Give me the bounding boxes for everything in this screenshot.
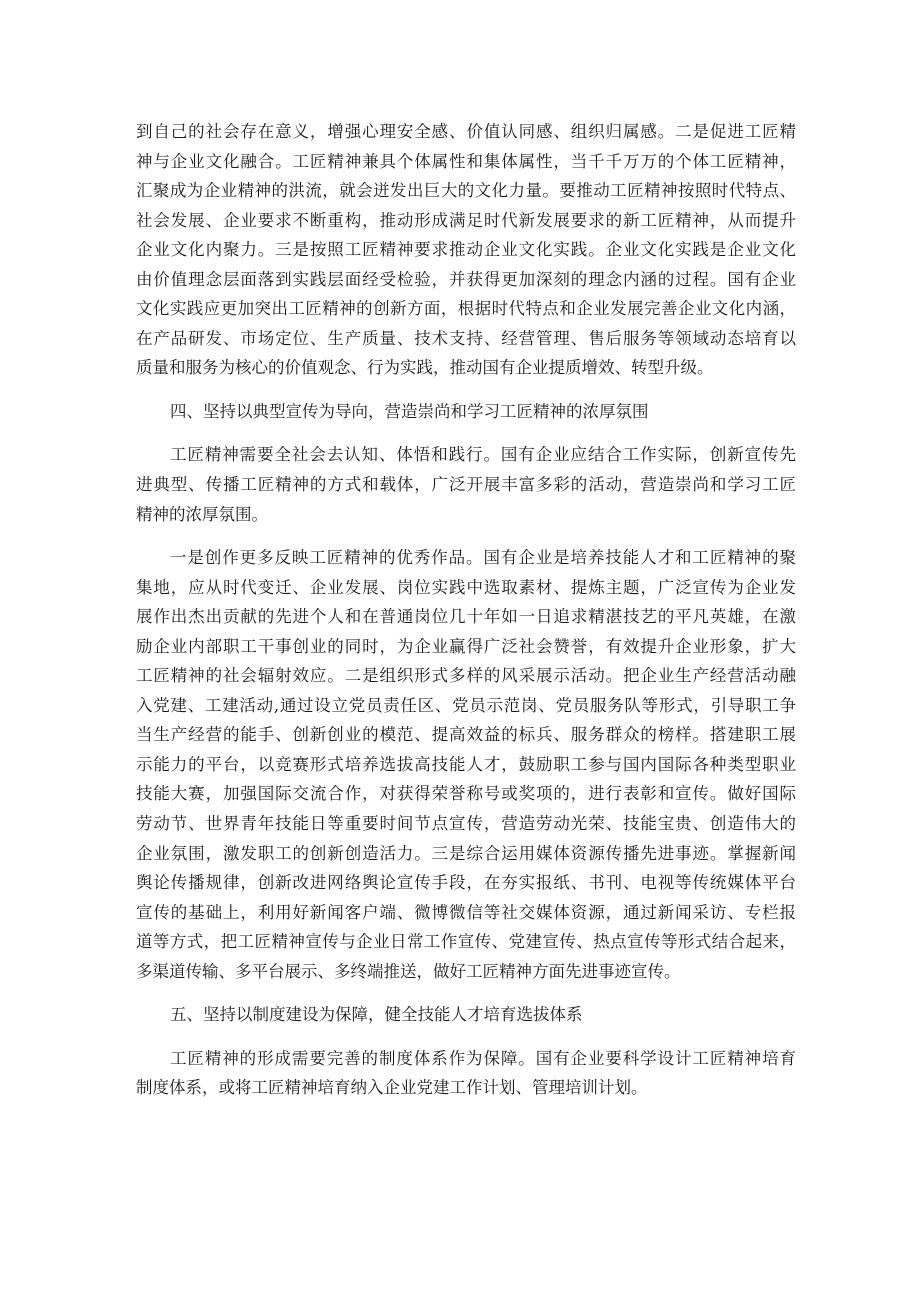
paragraph-gap [136,426,796,440]
paragraph-body-4 [136,543,796,986]
text-line: 励企业内部职工干事创业的同时，为企业赢得广泛社会赞誉，有效提升企业形象，扩大 [136,636,796,656]
text-line: 由价值理念层面落到实践层面经受检验，并获得更加深刻的理念内涵的过程。国有企业 [136,269,796,289]
text-line: 劳动节、世界青年技能日等重要时间节点宣传，营造劳动光荣、技能宝贵、创造伟大的 [136,814,796,834]
document-body [136,117,796,1103]
text-line: 质量和服务为核心的价值观念、行为实践，推动国有企业提质增效、转型升级。 [136,358,714,378]
text-line: 精神的浓厚氛围。 [136,504,268,524]
heading-line: 四、坚持以典型宣传为导向，营造崇尚和学习工匠精神的浓厚氛围 [170,401,649,421]
text-line: 宣传的基础上，利用好新闻客户端、微博微信等社交媒体资源，通过新闻采访、专栏报 [136,902,796,922]
paragraph-gap [136,383,796,397]
text-line: 当生产经营的能手、创新创业的模范、提高效益的标兵、服务群众的榜样。搭建职工展 [136,725,796,745]
text-line: 社会发展、企业要求不断重构，推动形成满足时代新发展要求的新工匠精神，从而提升 [136,210,796,230]
text-line: 到自己的社会存在意义，增强心理安全感、价值认同感、组织归属感。二是促进工匠精 [136,122,796,141]
text-line: 制度体系，或将工匠精神培育纳入企业党建工作计划、管理培训计划。 [136,1078,648,1098]
text-line: 企业文化内聚力。三是按照工匠精神要求推动企业文化实践。企业文化实践是企业文化 [136,240,796,260]
text-line: 多渠道传输、多平台展示、多终端推送，做好工匠精神方面先进事迹宣传。 [136,961,681,981]
text-line: 工匠精神的社会辐射效应。二是组织形式多样的风采展示活动。把企业生产经营活动融 [136,666,796,686]
text-line: 进典型、传播工匠精神的方式和载体，广泛开展丰富多彩的活动，营造崇尚和学习工匠 [136,475,796,495]
section-heading-5 [136,1000,796,1030]
text-line: 在产品研发、市场定位、生产质量、技术支持、经营管理、售后服务等领域动态培育以 [136,328,796,348]
text-line: 一是创作更多反映工匠精神的优秀作品。国有企业是培养技能人才和工匠精神的聚 [170,548,796,568]
paragraph-continuation [136,117,796,383]
text-line: 集地，应从时代变迁、企业发展、岗位实践中选取素材、提炼主题，广泛宣传为企业发 [136,577,796,597]
text-line: 工匠精神的形成需要完善的制度体系作为保障。国有企业要科学设计工匠精神培育 [170,1048,796,1068]
text-line: 文化实践应更加突出工匠精神的创新方面，根据时代特点和企业发展完善企业文化内涵， [136,299,796,319]
paragraph-intro-5 [136,1044,796,1103]
text-line: 汇聚成为企业精神的洪流，就会迸发出巨大的文化力量。要推动工匠精神按照时代特点、 [136,181,796,201]
text-line: 神与企业文化融合。工匠精神兼具个体属性和集体属性，当千千万万的个体工匠精神， [136,151,796,171]
heading-line: 五、坚持以制度建设为保障，健全技能人才培育选拔体系 [170,1005,583,1025]
paragraph-gap [136,1030,796,1044]
text-line: 道等方式，把工匠精神宣传与企业日常工作宣传、党建宣传、热点宣传等形式结合起来， [136,932,796,952]
text-line: 入党建、工建活动,通过设立党员责任区、党员示范岗、党员服务队等形式，引导职工争 [136,695,796,715]
paragraph-gap [136,529,796,543]
text-line: 企业氛围，激发职工的创新创造活力。三是综合运用媒体资源传播先进事迹。掌握新闻 [136,843,796,863]
text-line: 舆论传播规律，创新改进网络舆论宣传手段，在夯实报纸、书刊、电视等传统媒体平台 [136,873,796,893]
text-line: 工匠精神需要全社会去认知、体悟和践行。国有企业应结合工作实际，创新宣传先 [170,445,796,465]
paragraph-intro-4 [136,440,796,529]
text-line: 示能力的平台，以竞赛形式培养选拔高技能人才，鼓励职工参与国内国际各种类型职业 [136,754,796,774]
text-line: 技能大赛，加强国际交流合作，对获得荣誉称号或奖项的，进行表彰和宣传。做好国际 [136,784,796,804]
text-line: 展作出杰出贡献的先进个人和在普通岗位几十年如一日追求精湛技艺的平凡英雄，在激 [136,607,796,627]
paragraph-gap [136,986,796,1000]
section-heading-4 [136,397,796,427]
